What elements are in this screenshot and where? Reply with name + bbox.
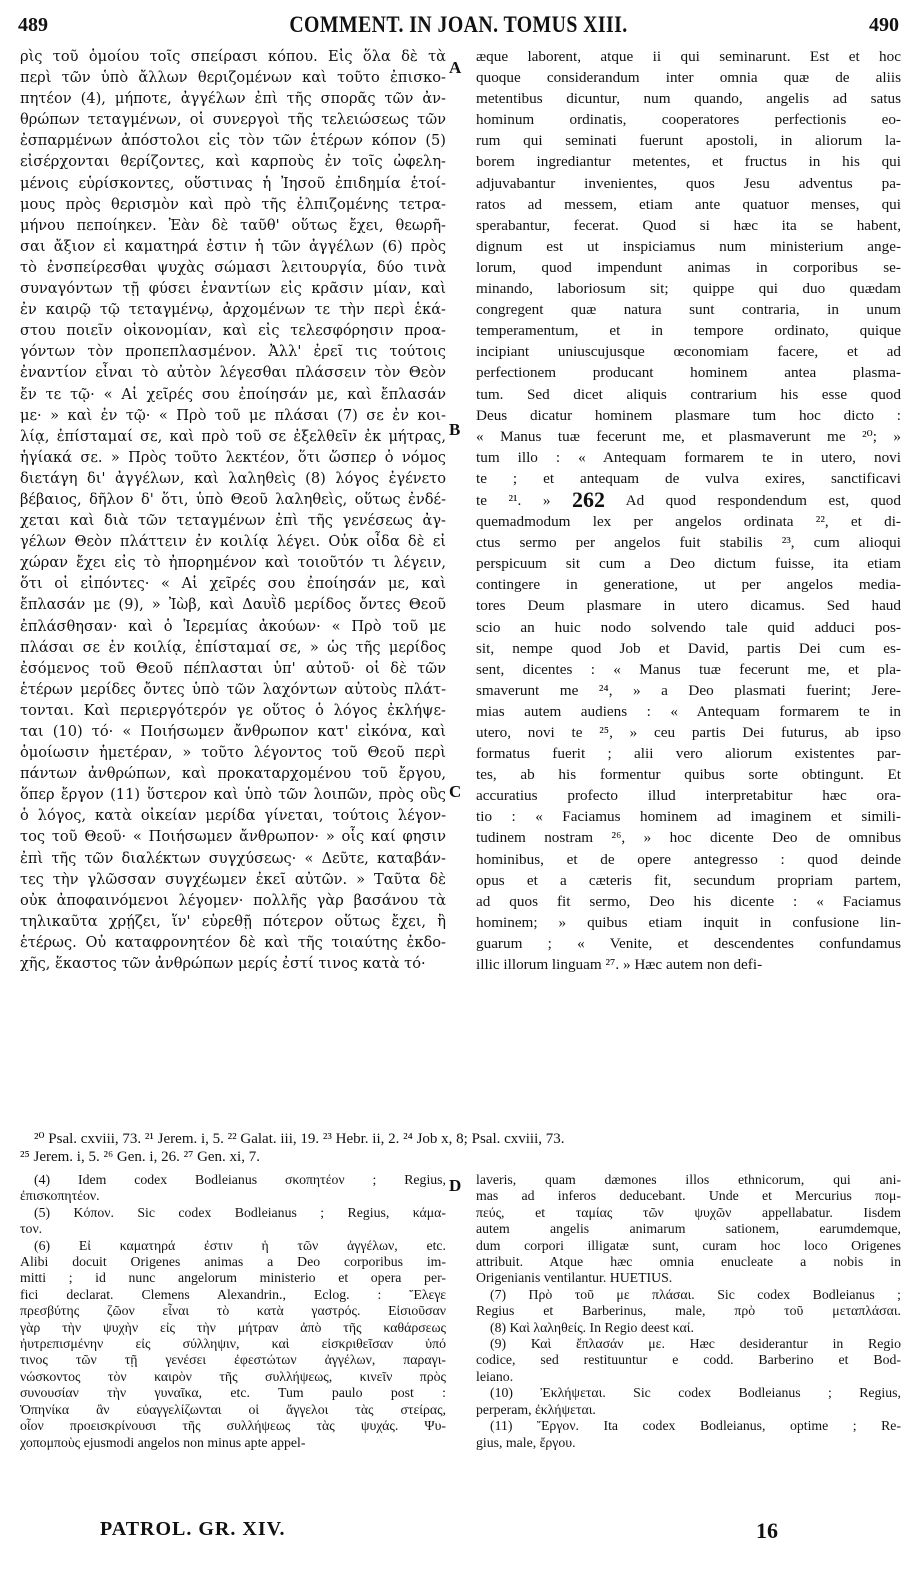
column-marker-d: D	[449, 1176, 462, 1195]
footnote-line: mitti ; id nunc angelorum ministerio et opera per-	[20, 1270, 446, 1286]
right-page-number: 490	[869, 14, 899, 36]
greek-text-line: χώραν ἔχει εἰς τὸ ἠπορημένον καὶ τοιοῦτόν τι λέγειν,	[20, 554, 446, 572]
greek-text-line: ὅτι οἱ εἰπόντες· « Αἱ χεῖρές σου ἐποίησάν με, καὶ	[20, 575, 446, 593]
footnote-line: χοπομποὺς ejusmodi angelos non minus apte appel-	[20, 1434, 306, 1450]
greek-text-line: ἐπλάσθησαν· καὶ ὁ Ἱερεμίας ἀκούων· « Πρὸ τοῦ με	[20, 617, 446, 635]
footnote-line: ἐπισκοπητέον.	[20, 1188, 100, 1204]
footnote-line: dum corpori illigatæ sunt, curam hoc loco Origenes	[476, 1237, 901, 1253]
greek-text-line: γέλων Θεὸν πλάττειν ἐν κοιλίᾳ λέγει. Οὐκ οἶδα δὲ εἰ	[20, 533, 446, 551]
footnote-line: gius, male, ἔργου.	[476, 1434, 576, 1450]
running-title: COMMENT. IN JOAN. TOMUS XIII.	[289, 12, 628, 37]
footnote-line: fici declarat. Clemens Alexandrin., Eclog. : Ἔλεγε	[20, 1286, 446, 1302]
latin-text-line: ctus sermo per angelos fuit stabilis ²³, cum alioqui	[476, 534, 901, 552]
latin-text-line: utero, novi te ²⁵, » ceu partis Dei futurus, ab ipso	[476, 724, 901, 741]
greek-text-line: ἐπὶ τῆς τῶν διαλέκτων συγχύσεως· « Δεῦτε, καταβάν-	[20, 849, 446, 867]
latin-text-fragment: te ²¹. »	[476, 491, 551, 509]
latin-text-line: tio : « Faciamus hominem ad imaginem et simili-	[476, 808, 901, 826]
latin-text-line: ratos ad messem, etiam ante quatuor menses, qui	[476, 195, 901, 213]
latin-text-line: Deus dicatur hominem plasmare tum hoc dicto :	[476, 406, 901, 424]
latin-text-line: adjuvabantur invenientes, quos Jesu adventus pa-	[476, 174, 901, 192]
latin-text-line: ad quos fit sermo, Deo his dicente : « Faciamus	[476, 892, 901, 910]
latin-text-line: incipiant uniuscujusque œconomiam facere, et ad	[476, 343, 901, 361]
footnote-line: Ὁπηνίκα ἂν εὐαγγελίζωνται οἱ ἄγγελοι τὰς στείρας,	[20, 1401, 446, 1417]
greek-text-line: τηλικαῦτα χρῄζει, ἵν' εὑρεθῇ πότερον οὕτως ἔχει, ἢ	[20, 912, 446, 930]
footnote-line: autem angelis animarum sationem, earumdemque,	[476, 1221, 901, 1237]
greek-text-line: ἑτέρων μερίδες ὄντες ὑπὸ τῶν λαχόντων αὐτοὺς πλάτ-	[20, 680, 446, 698]
greek-text-line: πάντων ἀνθρώπων, καὶ προκαταρχομένου τοῦ ἔργου,	[20, 765, 446, 783]
latin-text-line: congregent quæ natura sunt contraria, in unum	[476, 301, 901, 319]
footnote-line: ἠυτρεπισμένην εἰς σύλληψιν, καὶ εἰσκριθεῖσαν ὑπό	[20, 1336, 446, 1352]
greek-text-line: μήνου πεποίηκεν. Ἐὰν δὲ ταῦθ' οὕτως ἔχει, θεωρῆ-	[20, 216, 446, 234]
greek-text-line: χῆς, ἕκαστος τῶν ἀνθρώπων μερίς ἐστί τινος κατὰ τό·	[20, 955, 426, 973]
latin-text-line: rum qui seminati fuerunt apostoli, in aliorum la-	[476, 132, 901, 150]
latin-text-line: tes, ab his formentur quibus sorte obtingunt. Et	[476, 766, 901, 784]
footnotes-right-column	[476, 1172, 901, 1451]
greek-text-line: διετάγη δι' ἀγγέλων, καὶ λαληθεὶς (8) λόγος ἐγένετο	[20, 469, 446, 487]
latin-text-line: scio an huic nodo solvendo tale quid adduci pos-	[476, 618, 901, 636]
latin-text-line: contingere in generatione, ut per angelos media-	[476, 576, 901, 594]
column-marker-b: B	[449, 420, 461, 439]
latin-text-line: perfectionem producant hominem antea plasma-	[476, 364, 901, 382]
latin-text-line: sperabantur, fecerat. Quod si hæc ita se habent,	[476, 216, 901, 234]
latin-text-line: tudinem nostram ²⁶, » hoc dicente Deo de omnibus	[476, 829, 901, 847]
greek-text-line: ὁμοίωσιν ἡμετέραν, » τοῦτο λέγοντος τοῦ Θεοῦ περὶ	[20, 744, 446, 762]
greek-text-line: περὶ τῶν ὑπὸ ἄλλων θεριζομένων καὶ τοῦτο ἐπισκο-	[20, 69, 446, 87]
latin-text-line: tores Deum plasmare in utero dicamus. Sed haud	[476, 597, 901, 615]
section-number: 262	[571, 488, 605, 512]
greek-text-line: ται (10) τό· « Ποιήσωμεν ἄνθρωπον κατ' εἰκόνα, καὶ	[20, 723, 446, 740]
footnote-line: (11) Ἔργον. Ita codex Bodleianus, optime ; Re-	[490, 1418, 901, 1434]
latin-text-line: quemadmodum lex per angelos ordinata ²², et di-	[476, 513, 901, 531]
footnote-line: πεύς, et ταμίας τῶν ψυχῶν appellabatur. Iisdem	[476, 1204, 901, 1220]
latin-text-line: accuratius profecto illud interpretabitur hæc ora-	[476, 787, 901, 805]
column-marker-a: A	[449, 58, 462, 77]
signature-number: 16	[756, 1518, 778, 1543]
scripture-references-line-1: ²⁰ Psal. cxviii, 73. ²¹ Jerem. i, 5. ²² Galat. iii, 19. ²³ Hebr. ii, 2. ²⁴ Job x, 8; Psal. cxviii, 73.	[34, 1131, 565, 1147]
greek-text-line: ὅπερ ἔργον (11) ὕστερον καὶ ὑπὸ τῶν λοιπῶν, πρὸς οὓς	[20, 786, 446, 804]
greek-text-line: ἐσόμενος τοῦ Θεοῦ πέπλασται ὑπ' αὐτοῦ· οἱ δὲ τῶν	[20, 659, 446, 677]
latin-text-line: opus et a cæteris fit, secundum propriam partem,	[476, 871, 901, 889]
greek-text-line: ἐσπαρμένων ἀπόστολοι εἰς τὸν τῶν ἑτέρων κόπον (5)	[20, 132, 446, 150]
latin-text-line: æque laborent, atque ii qui seminarunt. Est et hoc	[476, 48, 901, 65]
latin-text-line: tum. Sed dicet aliquis contrarium his esse quod	[476, 385, 901, 403]
footnote-line: perperam, ἐκλήψεται.	[476, 1401, 596, 1417]
latin-text-line: minando, laboriosum sit; quippe qui duo quædam	[476, 280, 901, 298]
latin-text-line: perspicuum sit cum a Deo dictum fuisse, ita etiam	[476, 555, 901, 573]
latin-text-line: quoque considerandum inter omnia quæ de aliis	[476, 69, 901, 87]
latin-text-line: temperamentum, et in tempore ordinato, quique	[476, 322, 901, 340]
greek-text-line: σαι ἄξιον εἰ καματηρά ἐστιν ἡ τῶν ἀγγέλων (6) πρὸς	[20, 237, 446, 255]
latin-text-line: hominibus, et de opere antegresso : quod deinde	[476, 850, 901, 868]
greek-text-line: μους πρὸς θερισμὸν καὶ πρὸ τῆς ἐλπιζομένης τετρα-	[20, 195, 446, 213]
footnote-line: (10) Ἐκλήψεται. Sic codex Bodleianus ; Regius,	[490, 1385, 901, 1401]
footnotes-left-column	[20, 1172, 446, 1451]
greek-text-line: ἔν τε τῷ· « Αἱ χεῖρές σου ἐποίησάν με, καὶ ἔπλασάν	[20, 385, 446, 403]
greek-text-line: ἡγίακά σε. » Πρὸς τοῦτο λεκτέον, ὅτι ὥσπερ ὁ νόμος	[20, 448, 446, 466]
latin-text-line: hominum ordinatis, cooperatores perfectionis eo-	[476, 111, 901, 129]
footnote-line: attribuit. Atque hæc omnia enucleate a nobis in	[476, 1254, 901, 1270]
greek-text-line: πλάσαι σε ἐν κοιλίᾳ, ἐπίσταμαί σε, » ὡς τῆς μερίδος	[20, 638, 446, 656]
footnote-line: συνουσίαν τὴν γυναῖκα, etc. Tum paulo post :	[20, 1385, 446, 1401]
footnote-line: (5) Κόπον. Sic codex Bodleianus ; Regius, κάμα-	[34, 1204, 446, 1220]
greek-text-line: βέβαιος, δῆλον δ' ὅτι, ὑπὸ Θεοῦ λαληθεὶς, οὕτως ἐνδέ-	[20, 490, 446, 508]
latin-text-line: sit, nempe quod Job et David, partis Dei cum es-	[476, 639, 901, 657]
latin-text-line: « Manus tuæ fecerunt me, et plasmaverunt me ²⁰; »	[476, 427, 901, 445]
latin-text-column	[476, 46, 901, 975]
latin-text-line: dignum est ut inspiciamus num ministerium ange-	[476, 237, 901, 255]
latin-text-line: mias autem audiens : « Antequam formarem te in	[476, 702, 901, 720]
greek-text-line: ρὶς τοῦ ὁμοίου τοῖς σπείρασι κόπου. Εἰς ὅλα δὲ τὰ	[20, 48, 446, 65]
latin-text-line: guarum ; « Venite, et descendentes confundamus	[476, 934, 901, 952]
latin-text-line: tum illo : « Antequam formarem te in utero, novi	[476, 448, 901, 466]
footnote-line: laveris, quam dæmones illos ethnicorum, qui ani-	[476, 1172, 901, 1187]
footnote-line: (4) Idem codex Bodleianus σκοπητέον ; Regius,	[34, 1172, 446, 1187]
greek-text-column	[20, 46, 446, 974]
greek-text-line: γόντων τὸν προπεπλασμένον. Ἀλλ' ἐρεῖ τις τούτοις	[20, 343, 446, 361]
footnote-line: (6) Εἰ καματηρά ἐστιν ἡ τῶν ἀγγέλων, etc.	[34, 1237, 446, 1253]
footnote-line: οἷον προεισκρίνουσι τῆς συλλήψεως τὰς ψυχάς. Ψυ-	[20, 1418, 446, 1434]
greek-text-line: ἐν καιρῷ τῷ τεταγμένῳ, ἀρχομένων τε τὴν περὶ ἑκά-	[20, 301, 446, 319]
greek-text-line: ἐναντίον εἶναι τὸ αὐτὸν λέγεσθαι πλάσσειν τὸν Θεὸν	[20, 364, 446, 382]
footnote-line: (8) Καὶ λαληθείς. In Regio deest καί.	[490, 1319, 694, 1335]
greek-text-line: μένοις εὑρίσκοντες, οὕστινας ἡ Ἰησοῦ ἐπιδημία ἑτοί-	[20, 174, 446, 192]
greek-text-line: θρώπων τεταγμένων, οἱ συνεργοὶ τῆς τελειώσεως τῶν	[20, 111, 446, 129]
greek-text-line: στου ποιεῖν οἰκονομίαν, καὶ εἰς τελεσφόρησιν προα-	[20, 322, 446, 340]
scripture-references-line-2: ²⁵ Jerem. i, 5. ²⁶ Gen. i, 26. ²⁷ Gen. xi, 7.	[20, 1149, 260, 1165]
greek-text-line: οὐκ ἀποφαινόμενοι λέγομεν· πολλῆς γὰρ βασάνου τὰ	[20, 891, 446, 909]
greek-text-line: εἰσέρχονται θερίζοντες, καὶ καρποὺς ἐν τοῖς ὠφελη-	[20, 153, 446, 171]
greek-text-line: ἔπλασάν με (9), » Ἰὼβ, καὶ Δαυῒδ μερίδος ὄντες Θεοῦ	[20, 596, 446, 614]
latin-text-line: illic illorum linguam ²⁷. » Hæc autem non defi-	[476, 956, 763, 974]
latin-text-line: metentibus dicuntur, num quando, angelis ad satus	[476, 90, 901, 108]
column-marker-c: C	[449, 782, 462, 801]
greek-text-line: πητέον (4), μήποτε, ἀγγέλων ἐπὶ τῆς σπορᾶς τῶν ἀν-	[20, 90, 446, 108]
greek-text-line: συναγόντων τῇ φύσει ἐναντίων εἰς κρᾶσιν μίαν, καὶ	[20, 280, 446, 298]
greek-text-line: λίᾳ, ἐπίσταμαί σε, καὶ πρὸ τοῦ σε ἐξελθεῖν ἐκ μήτρας,	[20, 427, 446, 445]
footnote-line: Alibi docuit Origenes animas a Deo corporibus im-	[20, 1254, 446, 1270]
footnote-line: codice, sed restituuntur e codd. Barberino et Bod-	[476, 1352, 901, 1368]
left-page-number: 489	[18, 14, 48, 36]
latin-text-line: te ; et antequam de vulva exires, sanctificavi	[476, 469, 901, 487]
latin-text-line: hominem; » quibus etiam inquit in confusione lin-	[476, 913, 901, 931]
footnote-line: τινος τῶν τῇ γενέσει ἐφεστώτων ἀγγέλων, παραγι-	[20, 1352, 446, 1368]
footnote-line: πρεσβύτης ζῶον εἶναι τὸ κατὰ γαστρός. Εἰσιοῦσαν	[20, 1303, 446, 1319]
greek-text-line: ὁ λόγος, κατὰ οἰκείαν μερίδα γίνεται, τούτοις λέγον-	[20, 807, 446, 825]
series-footer: PATROL. GR. XIV.	[100, 1518, 286, 1540]
greek-text-line: ἑτέρως. Οὐ καταφρονητέον δὲ καὶ τῆς τοιαύτης ἐκδο-	[20, 933, 446, 951]
footnote-line: Origenianis ventilantur. HUETIUS.	[476, 1270, 673, 1286]
footnote-line: νώσκοντος τὸν καιρὸν τῆς συλλήψεως, κινεῖν πρὸς	[20, 1368, 446, 1384]
latin-text-line: lorum, quod impendunt animas in corporibus se-	[476, 258, 901, 276]
footnote-line: (7) Πρὸ τοῦ με πλάσαι. Sic codex Bodleianus ;	[490, 1286, 901, 1302]
greek-text-line: τος τοῦ Θεοῦ· « Ποιήσωμεν ἄνθρωπον· » οἷς καί φησιν	[20, 828, 446, 846]
footnote-line: τον.	[20, 1221, 43, 1237]
latin-text-line: smaverunt me ²⁴, » a Deo plasmati fuerint; Jere-	[476, 681, 901, 699]
latin-text-line: formatus fuerit ; alii vero aliorum existentes par-	[476, 745, 901, 763]
greek-text-line: τονται. Καὶ περιεργότερόν γε οὕτος ὁ λόγος ἐκλήψε-	[20, 701, 446, 719]
latin-text-line	[476, 489, 901, 511]
footnote-line: γὰρ τὴν ψυχὴν εἰς τὴν μήτραν ἀπὸ τῆς καθάρσεως	[20, 1319, 446, 1335]
footnote-line: Regius et Barberinus, male, πρὸ τοῦ μεταπλάσαι.	[476, 1303, 901, 1319]
latin-text-line: borem ingrediantur metentes, et fructus in his qui	[476, 153, 901, 171]
latin-text-line: sent, dicentes : « Manus tuæ fecerunt me, et pla-	[476, 660, 901, 678]
footnote-line: (9) Καὶ ἔπλασάν με. Hæc desiderantur in Regio	[490, 1336, 901, 1352]
footnote-line: leiano.	[476, 1368, 514, 1384]
greek-text-line: χεται καὶ διὰ τῶν τεταγμένων ἐπὶ τῆς γενέσεως ἀγ-	[20, 512, 446, 530]
footnote-line: mas ad inferos deducebant. Unde et Mercurius πομ-	[476, 1188, 901, 1204]
greek-text-line: τὸ ἐνσπείρεσθαι ψυχὰς σώμασι λειτουργία, δύο τινὰ	[20, 258, 446, 276]
greek-text-line: τες τὴν γλῶσσαν συγχέωμεν ἐκεῖ αὐτῶν. » Ταῦτα δὲ	[20, 870, 446, 888]
latin-text-fragment: Ad quod respondendum est, quod	[625, 491, 901, 509]
running-header	[18, 14, 899, 42]
greek-text-line: με· » καὶ ἐν τῷ· « Πρὸ τοῦ με πλάσαι (7) σε ἐν κοι-	[20, 406, 446, 424]
